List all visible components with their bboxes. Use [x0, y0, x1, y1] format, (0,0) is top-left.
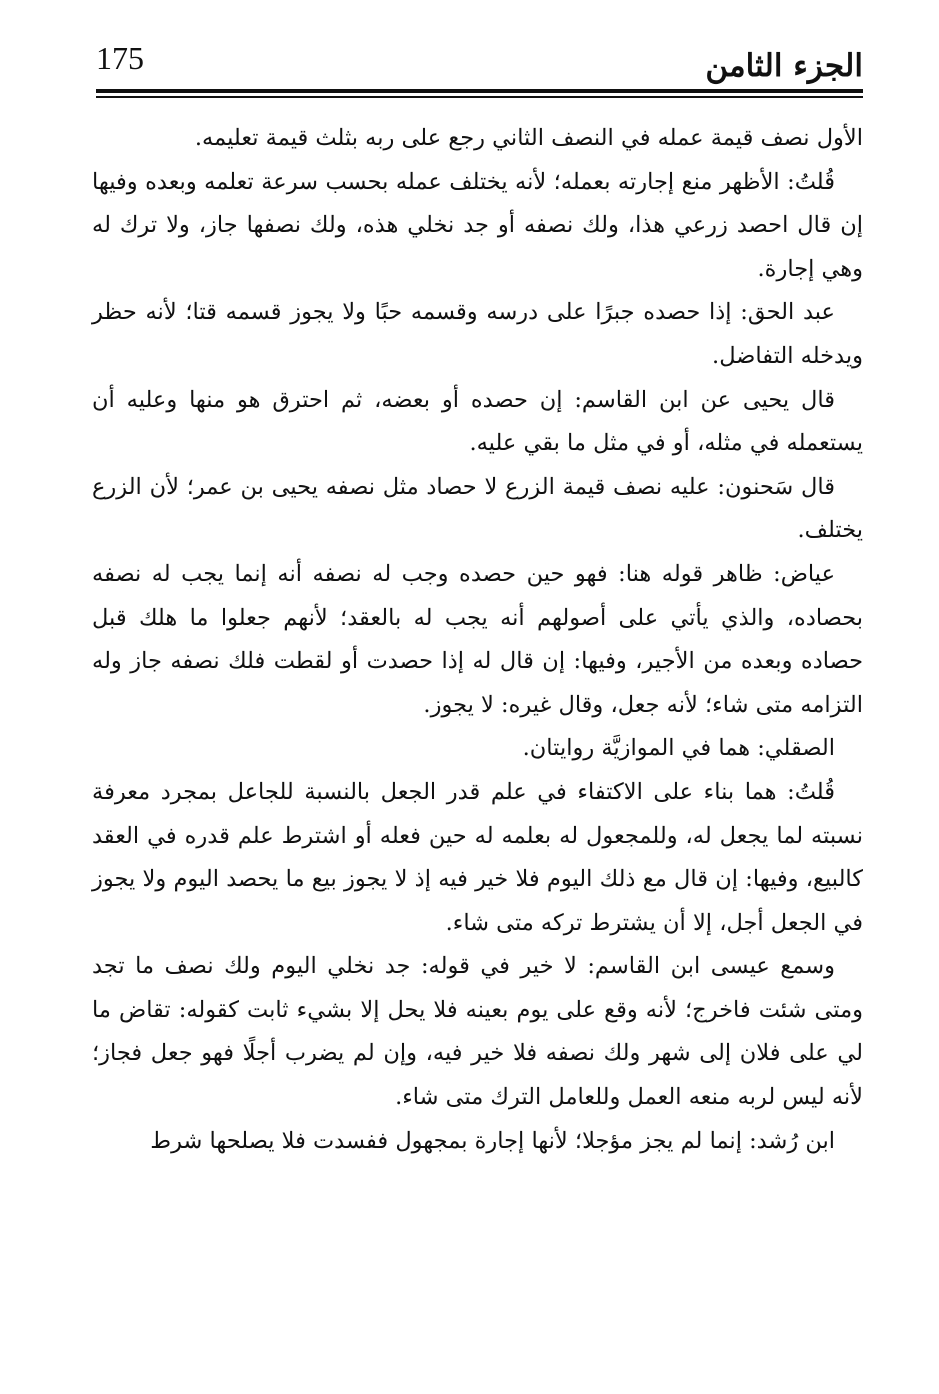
part-title: الجزء الثامن — [705, 48, 863, 84]
header-rule-thick — [96, 89, 863, 93]
paragraph: قُلتُ: هما بناء على الاكتفاء في علم قدر الجعل بالنسبة للجاعل بمجرد معرفة نسبته لما يجعل له، وللمجعول له بعلمه له حين فعله أو اشترط علم قدره في العقد كالبيع، وفيها: إن قال مع ذلك اليوم فلا خير فيه إذ لا يجوز بيع ما يحصد اليوم ولا يجوز في الجعل أجل، إلا أن يشترط تركه متى شاء. — [92, 778, 863, 936]
paragraph: قال يحيى عن ابن القاسم: إن حصده أو بعضه، ثم احترق هو منها وعليه أن يستعمله في مثله، أو في مثل ما بقي عليه. — [92, 386, 863, 457]
paragraph: الصقلي: هما في الموازيَّة روايتان. — [522, 735, 835, 762]
header-rule-thin — [96, 96, 863, 98]
paragraph: عياض: ظاهر قوله هنا: فهو حين حصده وجب له نصفه أنه إنما يجب له نصفه بحصاده، والذي يأتي على أصولهم أنه يجب له بالعقد؛ لأنهم جعلوا ما هلك قبل حصاده وبعده من الأجير، وفيها: إن قال له إذا حصدت أو لقطت فلك نصفه جاز وله التزامه متى شاء؛ لأنه جعل، وقال غيره: لا يجوز. — [92, 560, 863, 718]
paragraph: الأول نصف قيمة عمله في النصف الثاني رجع على ربه بثلث قيمة تعليمه. — [194, 125, 863, 151]
paragraph: قُلتُ: الأظهر منع إجارته بعمله؛ لأنه يختلف عمله بحسب سرعة تعلمه وبعده وفيها إن قال احصد زرعي هذا، ولك نصفه أو جد نخلي هذه، ولك نصفها جاز، ولا ترك له وهي إجارة. — [92, 168, 863, 282]
paragraph: قال سَحنون: عليه نصف قيمة الزرع لا حصاد مثل نصفه يحيى بن عمر؛ لأن الزرع يختلف. — [92, 473, 863, 544]
paragraph: وسمع عيسى ابن القاسم: لا خير في قوله: جد نخلي اليوم ولك نصف ما تجد ومتى شئت فاخرج؛ لأنه وقع على يوم بعينه فلا يحل إلا بشيء ثابت كقوله: تقاض ما لي على فلان إلى شهر ولك نصفه فلا خير فيه، وإن لم يضرب أجلًا فهو جعل فجاز؛ لأنه ليس لربه منعه العمل وللعامل الترك متى شاء. — [92, 953, 863, 1111]
body-text — [92, 117, 863, 1163]
paragraph: عبد الحق: إذا حصده جبرًا على درسه وقسمه حبًا ولا يجوز قسمه قتا؛ لأنه حظر ويدخله التفاضل. — [92, 299, 863, 369]
paragraph: ابن رُشد: إنما لم يجز مؤجلا؛ لأنها إجارة بمجهول ففسدت فلا يصلحها شرط — [150, 1127, 835, 1154]
page-number: 175 — [96, 40, 144, 76]
